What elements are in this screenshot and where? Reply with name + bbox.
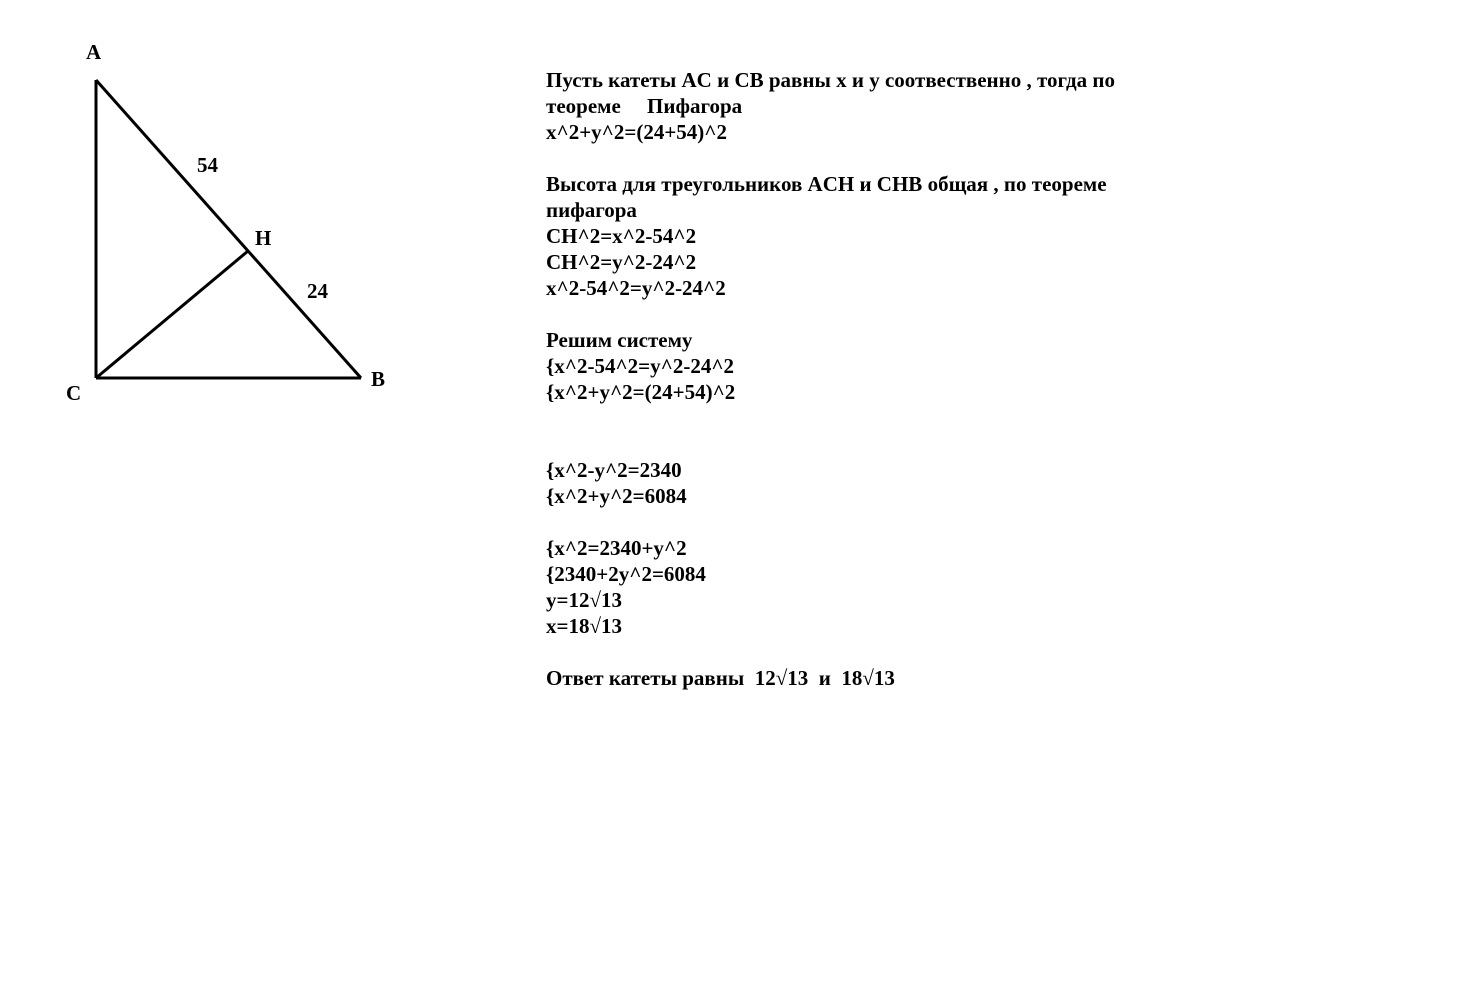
vertex-label-b: B: [371, 367, 386, 391]
spacer: [546, 405, 1246, 431]
segment-label-ah: 54: [197, 153, 218, 177]
result-x: x=18√13: [546, 614, 622, 638]
equation-ch-2: CH^2=y^2-24^2: [546, 250, 697, 274]
system-heading: Решим систему: [546, 328, 693, 352]
equation-ch-1: CH^2=x^2-54^2: [546, 224, 697, 248]
vertex-label-c: C: [66, 381, 82, 405]
spacer: [546, 431, 1246, 457]
spacer: [546, 145, 1246, 171]
height-ch: [96, 251, 248, 378]
height-line-1: Высота для треугольников ACH и CHB общая , по теореме: [546, 172, 1107, 196]
solution-text: [546, 67, 1246, 691]
vertex-label-a: A: [86, 40, 102, 64]
vertex-label-h: H: [255, 226, 272, 250]
equation-pythagoras: x^2+y^2=(24+54)^2: [546, 120, 727, 144]
spacer: [546, 639, 1246, 665]
spacer: [546, 509, 1246, 535]
answer-line: Ответ катеты равны 12√13 и 18√13: [546, 666, 895, 690]
system-2-line-1: {x^2-y^2=2340: [546, 458, 682, 482]
spacer: [546, 301, 1246, 327]
triangle-diagram: [0, 0, 480, 440]
result-y: y=12√13: [546, 588, 622, 612]
hypotenuse-ab: [96, 80, 361, 378]
intro-line-2: теореме Пифагора: [546, 94, 743, 118]
system-1-line-1: {x^2-54^2=y^2-24^2: [546, 354, 735, 378]
equation-equal: x^2-54^2=y^2-24^2: [546, 276, 726, 300]
system-3-line-1: {x^2=2340+y^2: [546, 536, 687, 560]
system-3-line-2: {2340+2y^2=6084: [546, 562, 706, 586]
system-1-line-2: {x^2+y^2=(24+54)^2: [546, 380, 736, 404]
height-line-2: пифагора: [546, 198, 637, 222]
system-2-line-2: {x^2+y^2=6084: [546, 484, 687, 508]
intro-line-1: Пусть катеты AC и CB равны x и y соотвественно , тогда по: [546, 68, 1116, 92]
segment-label-hb: 24: [307, 279, 328, 303]
